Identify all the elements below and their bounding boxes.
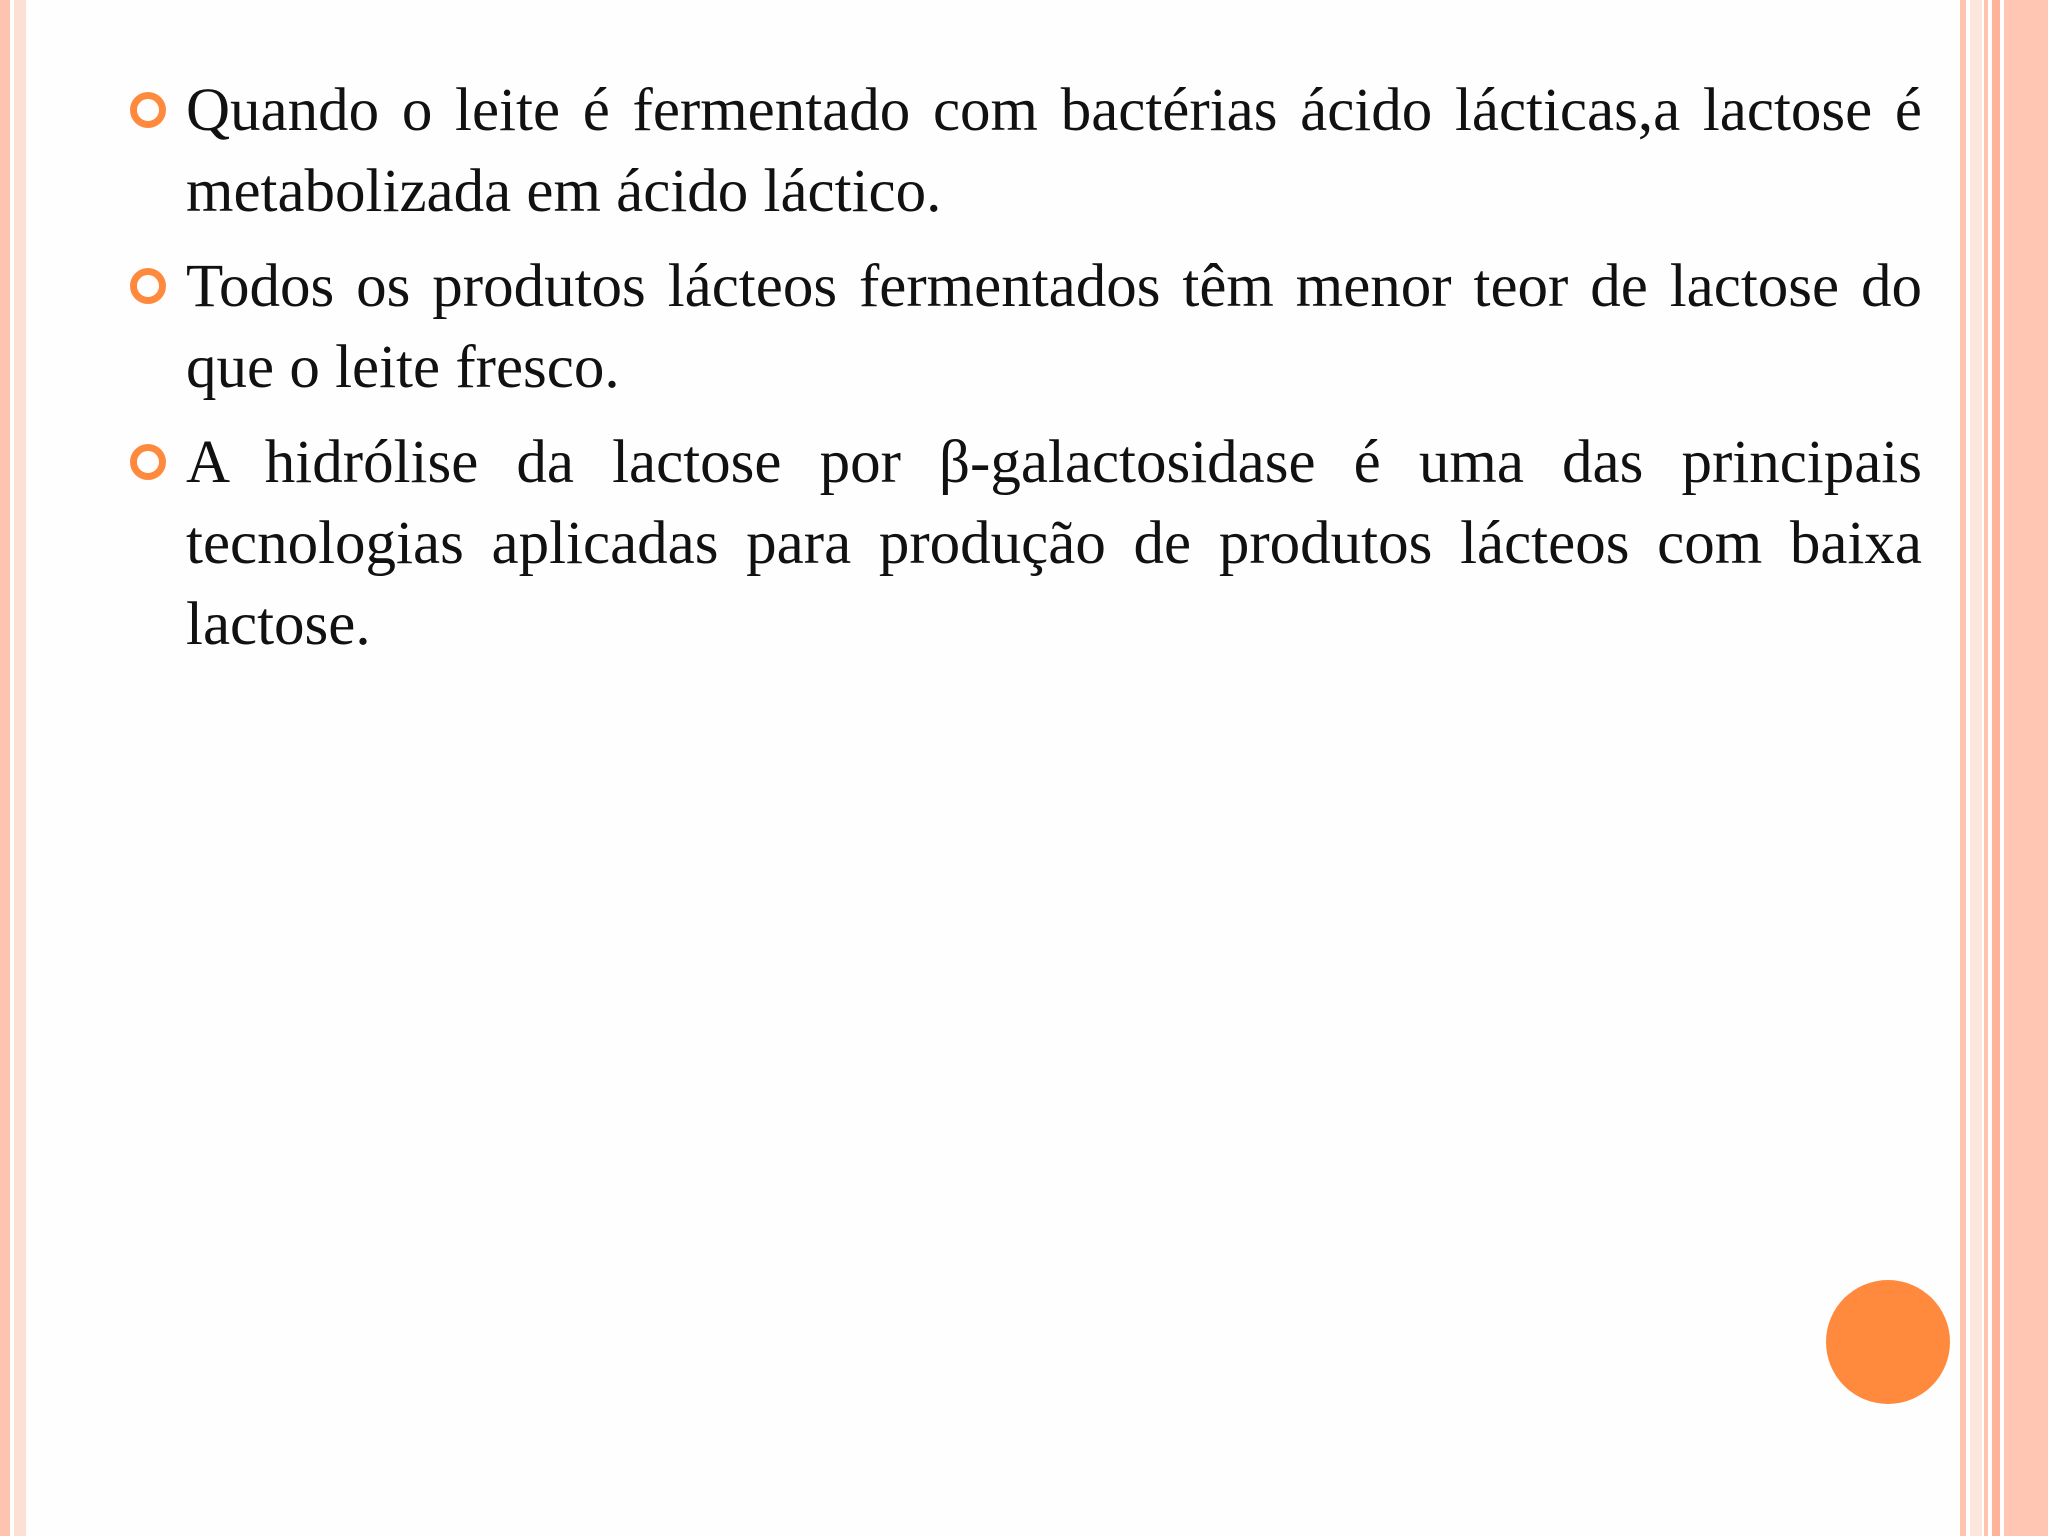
slide-content	[124, 70, 1922, 679]
left-border-stripe-inner	[14, 0, 26, 1536]
right-border-stripe-5	[2004, 0, 2048, 1536]
right-border-stripe-2	[1970, 0, 1982, 1536]
bullet-text: A hidrólise da lactose por β-galactosidase é uma das principais tecnologias aplicadas para produção de produtos lácteos com baixa lactose.	[186, 429, 1922, 658]
right-border-stripe-4	[1992, 0, 2000, 1536]
hollow-circle-icon	[130, 268, 166, 304]
filled-circle-icon	[1826, 1280, 1950, 1404]
bullet-text: Quando o leite é fermentado com bactérias ácido lácticas,a lactose é metabolizada em ácido láctico.	[186, 77, 1922, 225]
hollow-circle-icon	[130, 444, 166, 480]
bullet-item	[124, 422, 1922, 665]
hollow-circle-icon	[130, 92, 166, 128]
bullet-item	[124, 70, 1922, 232]
bullet-text: Todos os produtos lácteos fermentados têm menor teor de lactose do que o leite fresco.	[186, 253, 1922, 401]
bullet-list	[124, 70, 1922, 665]
bullet-item	[124, 246, 1922, 408]
right-border-stripe-1	[1960, 0, 1966, 1536]
left-border-stripe	[0, 0, 10, 1536]
right-border-stripe-3	[1984, 0, 1988, 1536]
